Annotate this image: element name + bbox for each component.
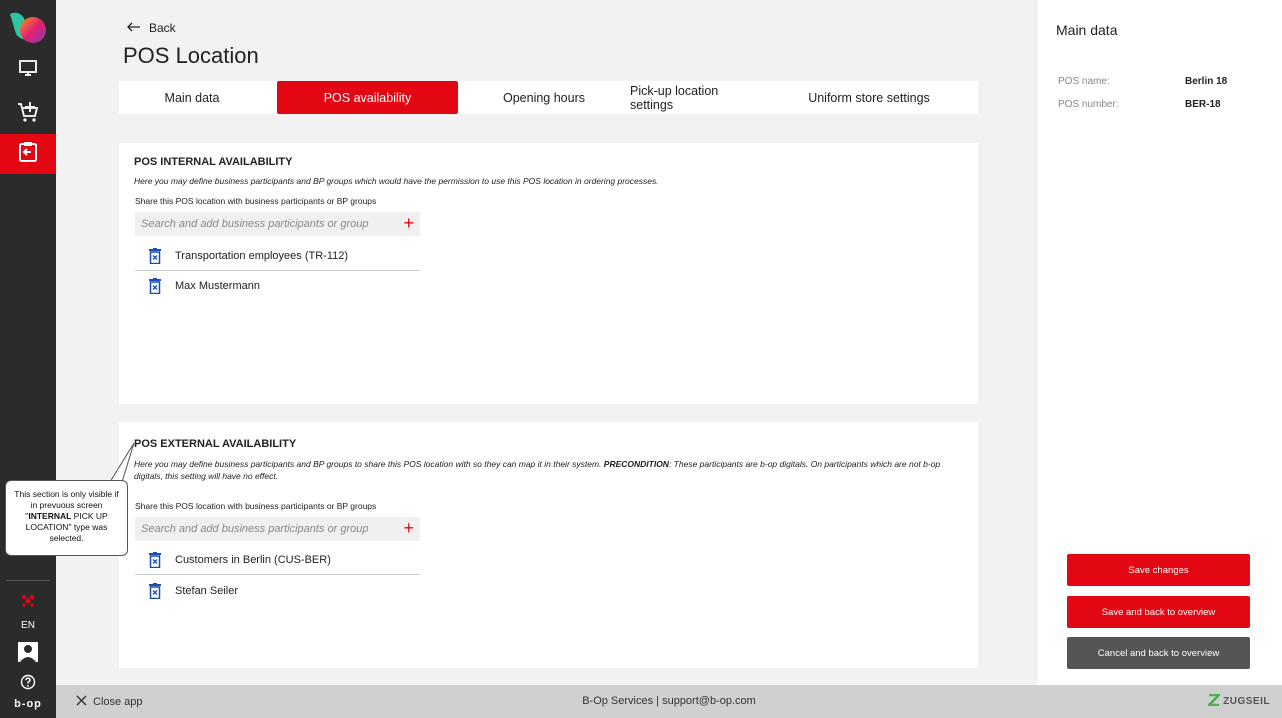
app-logo	[8, 8, 48, 48]
external-availability-description	[134, 458, 954, 482]
monitor-icon	[18, 58, 38, 83]
description-text: : These participants are b-op digitals. On participants which are not b-op digitals, this setting will have no effect.	[134, 459, 941, 481]
add-icon[interactable]: +	[403, 213, 414, 233]
tab-uniform-store-settings[interactable]: Uniform store settings	[808, 90, 930, 105]
brand-logo: b-op	[14, 698, 42, 710]
add-to-cart-icon	[16, 100, 40, 129]
delete-icon[interactable]	[135, 278, 175, 294]
sidebar-item-monitor[interactable]	[0, 50, 56, 90]
list-item-label: Max Mustermann	[175, 280, 260, 292]
sidebar	[0, 0, 56, 718]
sidebar-item-cart[interactable]	[0, 94, 56, 134]
arrow-left-icon	[127, 21, 141, 35]
pos-name-value: Berlin 18	[1185, 76, 1228, 87]
list-item	[135, 576, 420, 606]
language-selector[interactable]: EN	[21, 620, 35, 631]
pos-name-label: POS name:	[1058, 76, 1110, 87]
internal-share-label: Share this POS location with business participants or BP groups	[135, 196, 377, 206]
back-link[interactable]	[127, 21, 176, 35]
page-title: POS Location	[123, 43, 259, 68]
user-avatar-icon	[18, 642, 38, 667]
sidebar-item-pos-location[interactable]	[0, 134, 56, 174]
note-bold: INTERNAL	[28, 511, 72, 521]
add-icon[interactable]: +	[403, 518, 414, 538]
list-item	[135, 545, 420, 575]
zugseil-logo	[1208, 694, 1270, 709]
internal-availability-title: POS INTERNAL AVAILABILITY	[134, 156, 293, 168]
internal-availability-description: Here you may define business participants and BP groups which would have the permission to use this POS location in ordering processes.	[134, 176, 659, 186]
external-search-field	[135, 517, 420, 541]
main-content	[56, 0, 1038, 685]
clipboard-back-icon	[17, 141, 39, 168]
internal-search-field	[135, 212, 420, 236]
external-share-label: Share this POS location with business participants or BP groups	[135, 501, 377, 511]
footer	[56, 685, 1282, 718]
footer-support-text: B-Op Services | support@b-op.com	[582, 695, 756, 707]
note-text: PICK UP LOCATION" type was selected.	[25, 511, 108, 543]
save-changes-button[interactable]: Save changes	[1067, 554, 1250, 586]
list-item-label: Stefan Seiler	[175, 585, 238, 597]
precondition-label: PRECONDITION	[603, 459, 669, 469]
tab-main-data[interactable]: Main data	[164, 90, 220, 105]
flag-icon	[20, 592, 36, 613]
delete-icon[interactable]	[135, 552, 175, 568]
delete-icon[interactable]	[135, 248, 175, 264]
annotation-note	[5, 480, 128, 556]
external-search-input[interactable]	[141, 523, 391, 535]
note-text: This section is only visible if in prevuous screen "	[14, 489, 119, 521]
list-item-label: Customers in Berlin (CUS-BER)	[175, 553, 331, 566]
main-data-panel	[1038, 0, 1282, 685]
delete-icon[interactable]	[135, 583, 175, 599]
external-availability-card	[119, 422, 978, 668]
list-item	[135, 241, 420, 271]
pos-number-label: POS number:	[1058, 99, 1119, 110]
tab-pickup-location-settings[interactable]: Pick-up location settings	[630, 83, 719, 112]
tab-pos-availability[interactable]: POS availability	[277, 81, 458, 114]
help-icon	[20, 674, 36, 695]
list-item	[135, 271, 420, 301]
sidebar-divider	[6, 580, 50, 581]
description-text: Here you may define business participants and BP groups to share this POS location with so they can map it in their system.	[134, 459, 604, 469]
sidebar-item-notifications[interactable]	[0, 582, 56, 622]
save-and-back-button[interactable]: Save and back to overview	[1067, 596, 1250, 628]
cancel-and-back-button[interactable]: Cancel and back to overview	[1067, 637, 1250, 669]
internal-availability-card	[119, 143, 978, 404]
zugseil-label: ZUGSEIL	[1223, 696, 1270, 707]
list-item-label: Transportation employees (TR-112)	[175, 249, 349, 262]
external-availability-title: POS EXTERNAL AVAILABILITY	[134, 438, 297, 450]
back-label: Back	[149, 21, 176, 35]
close-app-label: Close app	[93, 696, 143, 708]
internal-search-input[interactable]	[141, 218, 391, 230]
zugseil-mark-icon	[1208, 694, 1220, 709]
pos-number-value: BER-18	[1185, 99, 1221, 110]
tab-opening-hours[interactable]: Opening hours	[502, 90, 585, 105]
panel-title: Main data	[1056, 22, 1118, 38]
tab-bar	[119, 81, 978, 114]
